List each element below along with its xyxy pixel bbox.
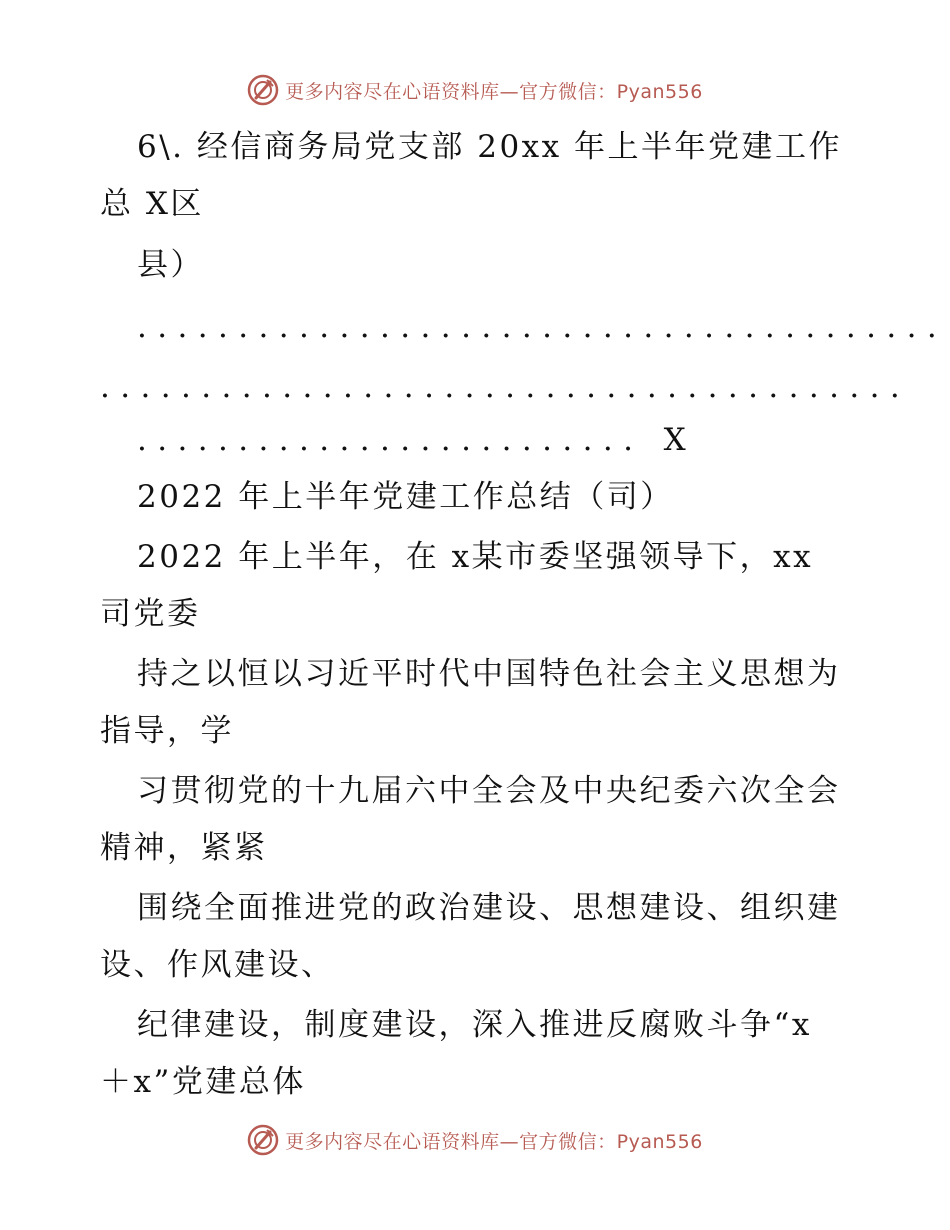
text-line: 2022 年上半年党建工作总结（司） <box>137 479 674 515</box>
text-line: 围绕全面推进党的政治建设、思想建设、组织建 <box>137 890 841 926</box>
seal-logo-icon <box>247 74 279 106</box>
text-line: 持之以恒以习近平时代中国特色社会主义思想为 <box>137 656 841 692</box>
text-line: 2022 年上半年，在 x某市委坚强领导下，xx <box>137 539 814 575</box>
text-line: 县） <box>137 247 204 283</box>
header-banner-text: 更多内容尽在心语资料库—官方微信：Pyan556 <box>285 80 703 103</box>
text-line: 精神，紧紧 <box>100 830 268 866</box>
footer-banner-text: 更多内容尽在心语资料库—官方微信：Pyan556 <box>285 1130 703 1153</box>
text-line: 司党委 <box>100 596 201 632</box>
text-line: 设、作风建设、 <box>100 947 335 983</box>
text-line: 总 X区 <box>100 186 204 222</box>
dot-leader-line: ......................... X <box>137 422 697 458</box>
dot-leader-line: ........................................ <box>137 309 948 345</box>
text-line: 6\. 经信商务局党支部 20xx 年上半年党建工作 <box>137 129 842 165</box>
header-banner <box>0 70 950 110</box>
seal-logo-icon <box>247 1124 279 1156</box>
footer-banner <box>0 1120 950 1160</box>
text-line: ＋x”党建总体 <box>100 1064 306 1100</box>
text-line: 指导，学 <box>100 713 234 749</box>
text-line: 纪律建设，制度建设，深入推进反腐败斗争“x <box>137 1007 812 1043</box>
text-line: 习贯彻党的十九届六中全会及中央纪委六次全会 <box>137 773 841 809</box>
dot-leader-line: ........................................ <box>100 369 911 405</box>
